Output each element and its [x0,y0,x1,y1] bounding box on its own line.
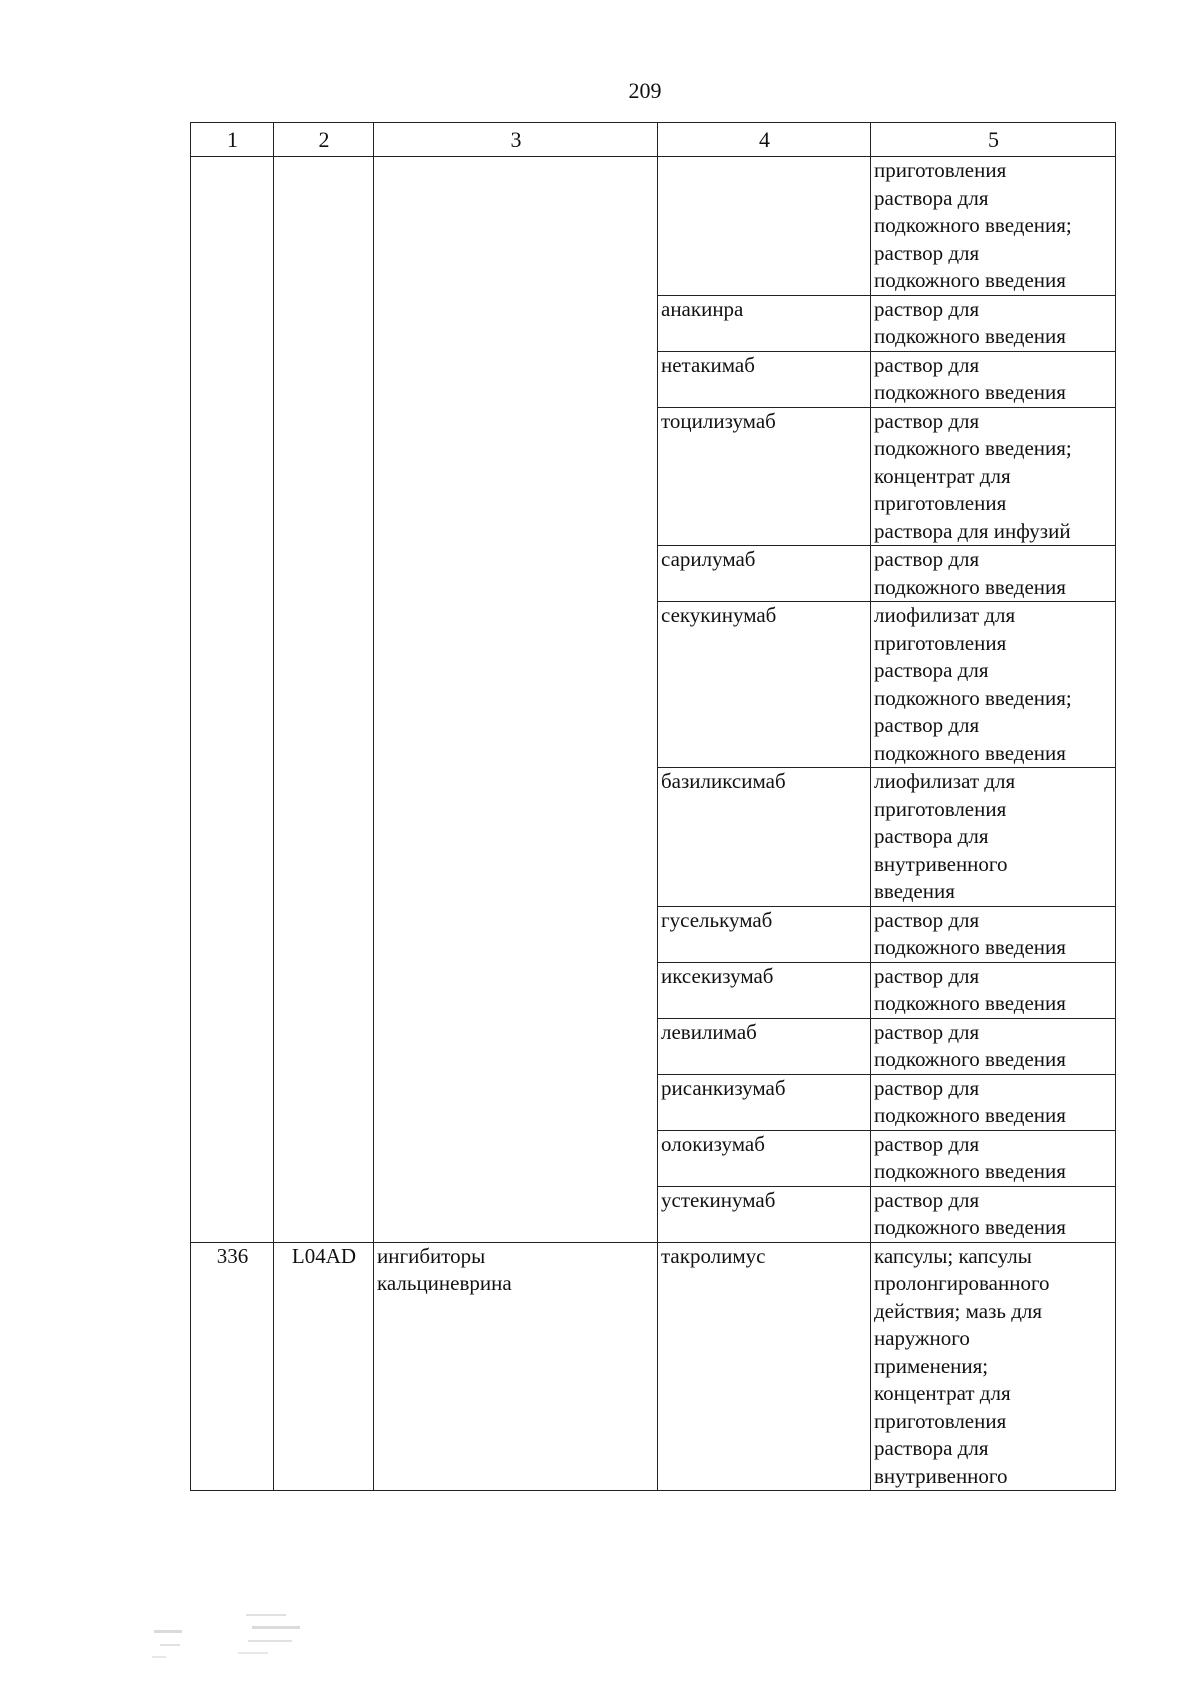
group-cell [374,157,658,1243]
dosage-form-cell: раствор для подкожного введения [871,906,1116,962]
dosage-form-cell: лиофилизат для приготовления раствора для подкожного введения; раствор для подкожного введения [871,602,1116,768]
header-col-2: 2 [274,123,374,157]
dosage-form-cell: раствор для подкожного введения [871,962,1116,1018]
atc-code-cell: L04AD [274,1242,374,1491]
header-col-1: 1 [191,123,274,157]
header-col-4: 4 [658,123,871,157]
drug-name-cell: нетакимаб [658,351,871,407]
code-cell [274,157,374,1243]
dosage-form-cell: раствор для подкожного введения [871,351,1116,407]
drug-name-cell: секукинумаб [658,602,871,768]
dosage-form-cell: раствор для подкожного введения [871,1018,1116,1074]
drug-name-cell: левилимаб [658,1018,871,1074]
dosage-form-cell: раствор для подкожного введения [871,546,1116,602]
drug-name-cell: анакинра [658,295,871,351]
faded-stamp-image [150,1600,340,1670]
dosage-form-cell: раствор для подкожного введения [871,1130,1116,1186]
dosage-form-cell: раствор для подкожного введения [871,1074,1116,1130]
dosage-form-cell: раствор для подкожного введения; концентрат для приготовления раствора для инфузий [871,407,1116,546]
drug-name-cell: тоцилизумаб [658,407,871,546]
num-cell [191,157,274,1243]
drug-name-cell: рисанкизумаб [658,1074,871,1130]
header-col-5: 5 [871,123,1116,157]
page-number: 209 [628,78,662,103]
drug-name-cell: устекинумаб [658,1186,871,1242]
table-body [191,157,1116,1491]
dosage-form-cell: раствор для подкожного введения [871,1186,1116,1242]
dosage-form-cell: раствор для подкожного введения [871,295,1116,351]
drug-name-cell: такролимус [658,1242,871,1491]
drug-name-cell: базиликсимаб [658,768,871,907]
table-row [191,1242,1116,1491]
group-name-cell: ингибиторы кальциневрина [374,1242,658,1491]
drug-name-cell: гуселькумаб [658,906,871,962]
dosage-form-cell: капсулы; капсулы пролонгированного действия; мазь для наружного применения; концентрат для приготовления раствора для внутривенного [871,1242,1116,1491]
drug-table [190,122,1116,1491]
dosage-form-cell: приготовления раствора для подкожного введения; раствор для подкожного введения [871,157,1116,296]
drug-name-cell: иксекизумаб [658,962,871,1018]
drug-name-cell [658,157,871,296]
dosage-form-cell: лиофилизат для приготовления раствора для внутривенного введения [871,768,1116,907]
row-number-cell: 336 [191,1242,274,1491]
drug-name-cell: олокизумаб [658,1130,871,1186]
table-row [191,157,1116,296]
header-col-3: 3 [374,123,658,157]
drug-name-cell: сарилумаб [658,546,871,602]
header-row [191,123,1116,157]
